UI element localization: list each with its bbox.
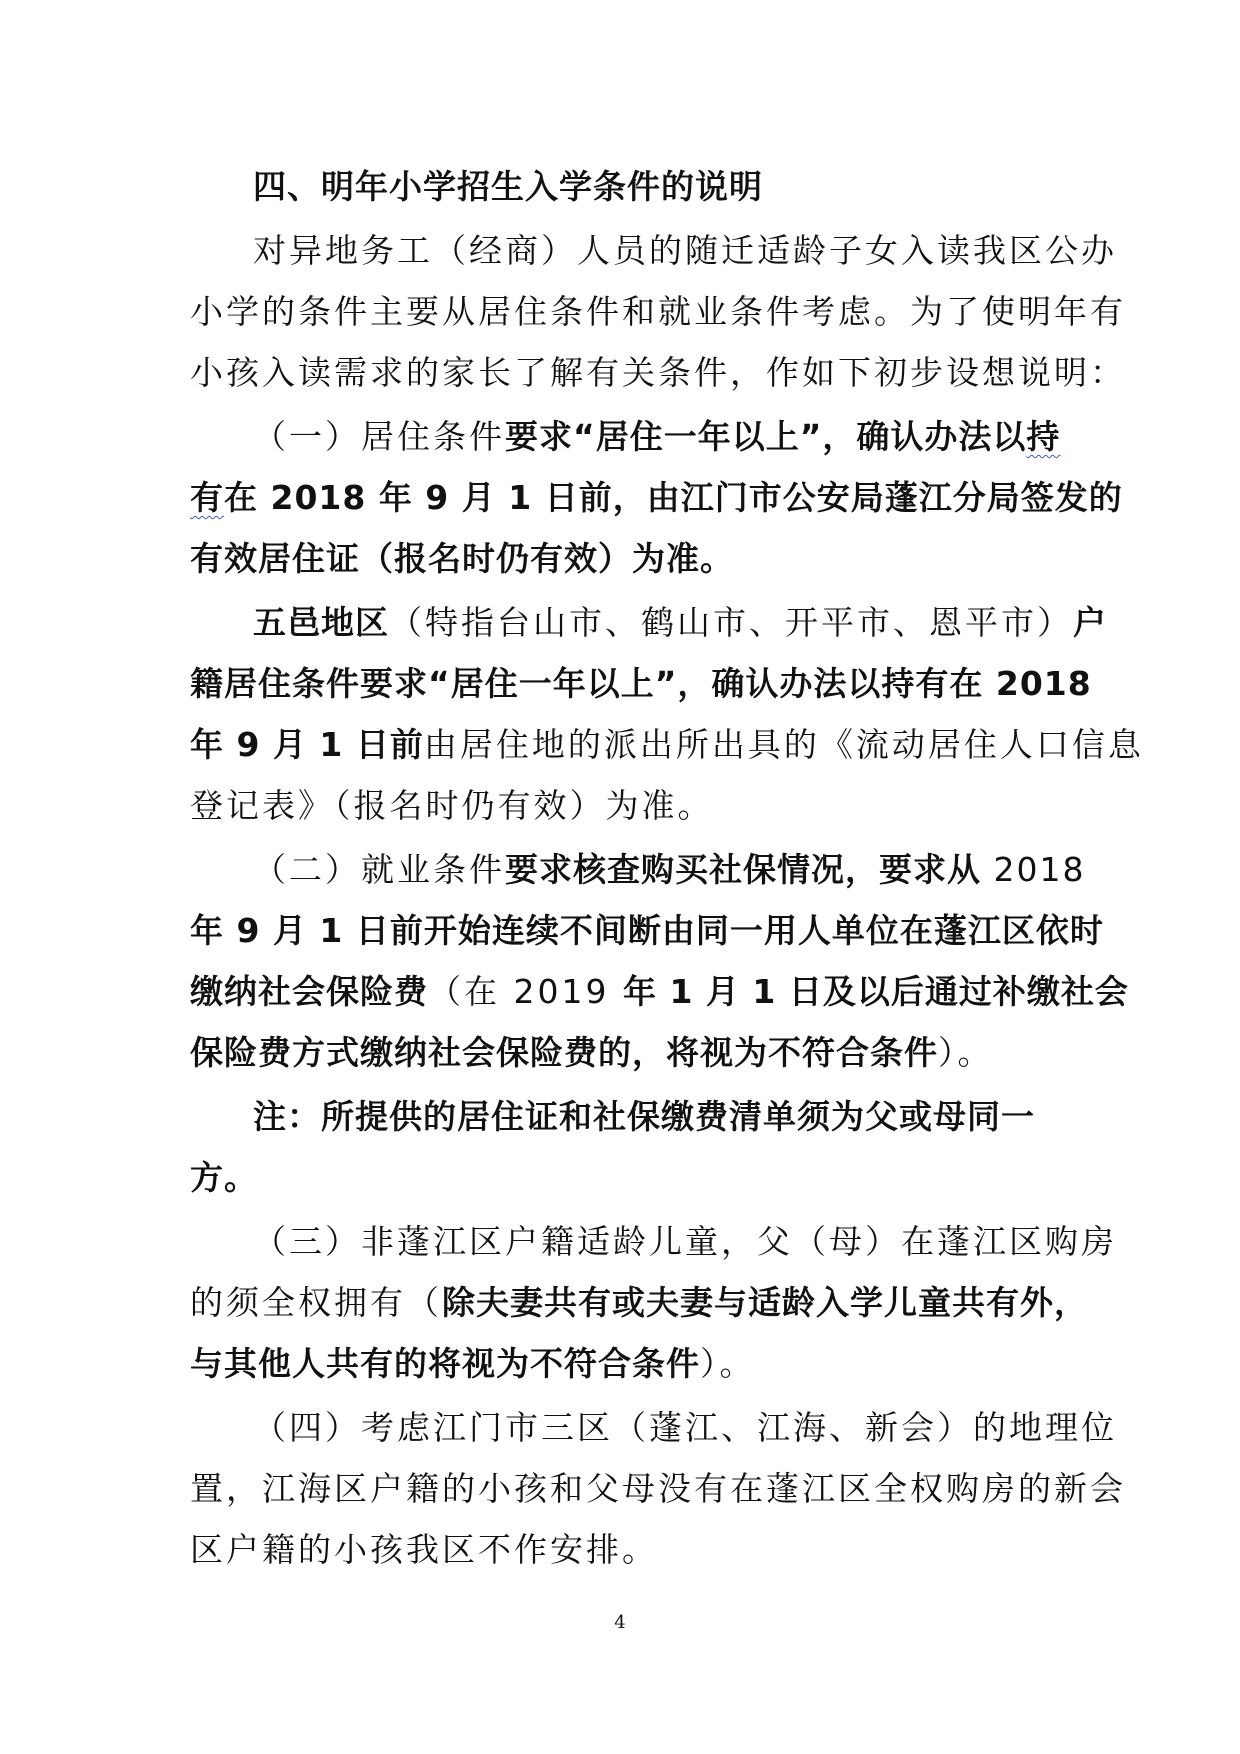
item2-label: （二）就业条件 xyxy=(253,850,505,889)
item4-line-3: 区户籍的小孩我区不作安排。 xyxy=(190,1530,658,1569)
item1-line-3: 有效居住证（报名时仍有效）为准。 xyxy=(190,539,734,578)
item2-conclusion: 保险费方式缴纳社会保险费的，将视为不符合条件 xyxy=(190,1033,938,1072)
item3-line-2 xyxy=(190,1281,1088,1325)
item3-line-1: （三）非蓬江区户籍适龄儿童，父（母）在蓬江区购房 xyxy=(253,1222,1117,1261)
item1-line-2 xyxy=(190,476,1123,520)
item4-line-2: 置，江海区户籍的小孩和父母没有在蓬江区全权购房的新会 xyxy=(190,1469,1126,1508)
item2-fee: 缴纳社会保险费 xyxy=(190,972,428,1011)
item3-text: 的须全权拥有（ xyxy=(190,1283,442,1322)
item1-text: 要求“居住一年以上”，确认办法以 xyxy=(505,417,1027,456)
intro-line-1: 对异地务工（经商）人员的随迁适龄子女入读我区公办 xyxy=(253,231,1117,270)
wuyi-region: 五邑地区 xyxy=(253,603,389,642)
item2-year: 2018 xyxy=(993,850,1086,889)
item2-line-1 xyxy=(253,848,1113,892)
item2-line-2: 年 9 月 1 日前开始连续不间断由同一用人单位在蓬江区依时 xyxy=(190,911,1104,950)
item2-line-4 xyxy=(190,1031,1050,1075)
note-line-2: 方。 xyxy=(190,1158,258,1197)
wuyi-line-1-end: 户 xyxy=(1073,603,1107,642)
section-heading: 四、明年小学招生入学条件的说明 xyxy=(253,167,763,206)
item3-conclusion: 与其他人共有的将视为不符合条件 xyxy=(190,1344,700,1383)
note-line-1: 注：所提供的居住证和社保缴费清单须为父或母同一 xyxy=(253,1097,1035,1136)
item2-text: 要求核查购买社保情况，要求从 xyxy=(505,850,994,889)
item4-line-1: （四）考虑江门市三区（蓬江、江海、新会）的地理位 xyxy=(253,1408,1117,1447)
wuyi-line-4: 登记表》（报名时仍有效）为准。 xyxy=(190,786,714,825)
intro-line-3: 小孩入读需求的家长了解有关条件，作如下初步设想说明： xyxy=(190,353,1126,392)
page-number: 4 xyxy=(614,1612,626,1633)
wuyi-line-2: 籍居住条件要求“居住一年以上”，确认办法以持有在 2018 xyxy=(190,664,1092,703)
wuyi-line-1 xyxy=(253,601,1113,645)
item2-close: ）。 xyxy=(938,1033,994,1072)
wuyi-line-3-text: 由居住地的派出所出具的《流动居住人口信息 xyxy=(423,725,1144,764)
item1-label: （一）居住条件 xyxy=(253,417,505,456)
wuyi-date: 年 9 月 1 日前 xyxy=(190,725,424,764)
item1-marked-char: 有 xyxy=(190,478,224,517)
item1-text-marked: 持 xyxy=(1026,417,1061,456)
item2-paren: （在 2019 xyxy=(428,972,623,1011)
item3-exception: 除夫妻共有或夫妻与适龄入学儿童共有外， xyxy=(442,1283,1088,1322)
intro-line-2: 小学的条件主要从居住条件和就业条件考虑。为了使明年有 xyxy=(190,292,1126,331)
wuyi-line-3 xyxy=(190,723,1144,767)
item2-condition: 年 1 月 1 日及以后通过补缴社会 xyxy=(622,972,1129,1011)
item1-line-2-text: 在 2018 年 9 月 1 日前，由江门市公安局蓬江分局签发的 xyxy=(224,478,1123,517)
item3-line-3 xyxy=(190,1342,1050,1386)
item1-line-1 xyxy=(253,415,1113,459)
item2-line-3 xyxy=(190,970,1129,1014)
item3-close: ）。 xyxy=(700,1344,756,1383)
wuyi-cities: （特指台山市、鹤山市、开平市、恩平市） xyxy=(389,603,1073,642)
